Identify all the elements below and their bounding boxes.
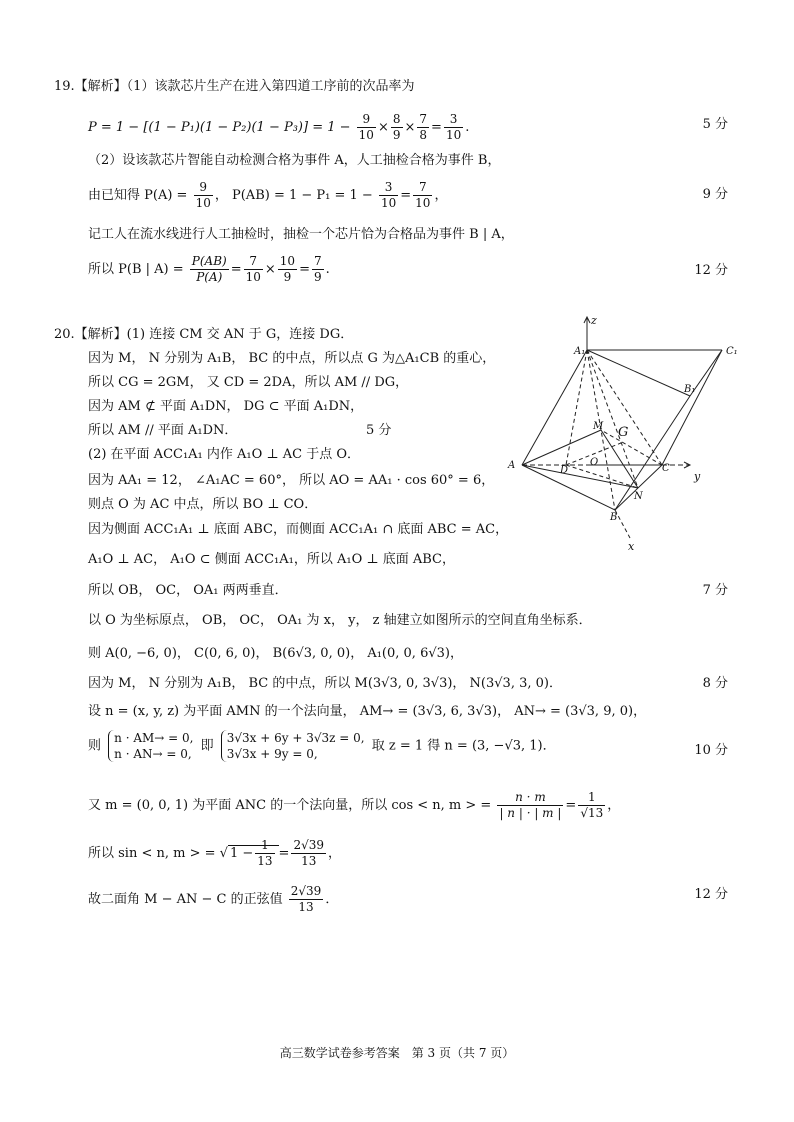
label-y: y [694,470,701,483]
q19-heading: 19.【解析】（1）该款芯片生产在进入第四道工序前的次品率为 [54,79,415,94]
label-D: D [560,465,569,476]
edge-AB [522,465,615,510]
q19-part2: （2）设该款芯片智能自动检测合格为事件 A，人工抽检合格为事件 B， [88,153,501,168]
q20-line-9: 因为侧面 ACC₁A₁ ⊥ 底面 ABC，而侧面 ACC₁A₁ ∩ 底面 ABC = AC， [88,522,509,537]
segment-A1D [566,350,587,465]
score-12: 12 分 [694,263,728,278]
q20-line-3: 所以 CG = 2GM， 又 CD = 2DA，所以 AM // DG， [88,375,409,390]
q20-final-answer: 故二面角 M − AN − C 的正弦值 $\frac{2√39}{13}$ ． [88,884,339,914]
q20-cos: 又 m = (0, 0, 1) 为平面 ANC 的一个法向量，所以 cos < n, m > = $\frac{n \cdot m}{| n | \cdot | m |}$ = $\frac{1}{√13}$ ， [88,790,621,820]
edge-CC1 [662,350,722,465]
q20-line-1: 20.【解析】(1) 连接 CM 交 AN 于 G，连接 DG． [54,327,354,342]
q20-line-7: 因为 AA₁ = 12， ∠A₁AC = 60°， 所以 AO = AA₁ · cos 60° = 6， [88,473,495,488]
edge-A1B1 [587,350,690,396]
label-B1: B₁ [684,384,696,395]
label-B: B [610,512,618,523]
q19-result: 所以 P(B | A) = $\frac{P(AB)}{P(A)}$ = $\frac{7}{10}$ × $\frac{10}{9}$ = $\frac{7}{9}$ . [88,254,330,284]
edge-BB1 [615,396,690,510]
prism-figure [500,310,740,555]
score-5: 5 分 [702,117,728,132]
score-7: 7 分 [702,583,728,598]
page-footer: 高三数学试卷参考答案 第 3 页（共 7 页） [279,1046,515,1060]
q20-line-12: 以 O 为坐标原点， OB， OC， OA₁ 为 x， y， z 轴建立如图所示的空间直角坐标系． [88,613,592,628]
label-N: N [634,491,643,502]
q20-line-2: 因为 M， N 分别为 A₁B， BC 的中点，所以点 G 为△A₁CB 的重心， [88,351,496,366]
label-M: M [593,421,604,432]
q20-line-14: 因为 M， N 分别为 A₁B， BC 的中点，所以 M(3√3, 0, 3√3)， N(3√3, 3, 0)． [88,676,562,691]
label-G: G [618,425,629,440]
q20-line-5: 所以 AM // 平面 A₁DN． [88,423,238,438]
label-C1: C₁ [726,346,738,357]
score-12b: 12 分 [694,887,728,902]
q19-known: 由已知得 P(A) = $\frac{9}{10}$ ， P(AB) = 1 − P₁ = 1 − $\frac{3}{10}$ = $\frac{7}{10}$ ， [88,180,448,210]
q20-line-15: 设 n = (x, y, z) 为平面 AMN 的一个法向量， AM→ = (3√3, 6, 3√3)， AN→ = (3√3, 9, 0)， [88,704,647,719]
q20-equation-system: 则 n · AM→ = 0, n · AN→ = 0, 即 3√3x + 6y + 3√3z = 0, 3√3x + 9y = 0, 取 z = 1 得 n = (3, −√3, 1)． [88,731,556,761]
segment-DN [566,465,638,488]
score-9: 9 分 [702,187,728,202]
edge-AA1 [522,350,587,465]
segment-AN [522,465,638,488]
q20-line-8: 则点 O 为 AC 中点，所以 BO ⊥ CO． [88,497,318,512]
q20-line-11: 所以 OB， OC， OA₁ 两两垂直． [88,583,288,598]
segment-CM [601,430,662,465]
score-8: 8 分 [702,676,728,691]
label-C: C [662,463,670,474]
label-z: z [591,314,597,327]
score-10: 10 分 [694,743,728,758]
edge-BC [615,465,662,510]
q19-probability-formula: P = 1 − [(1 − P₁)(1 − P₂)(1 − P₃)] = 1 − $\frac{9}{10}$ × $\frac{8}{9}$ × $\frac{7}{8}$ = $\frac{3}{10}$ . [88,112,470,142]
score-5b: 5 分 [366,423,392,438]
q20-line-6: (2) 在平面 ACC₁A₁ 内作 A₁O ⊥ AC 于点 O． [88,447,361,462]
q20-sin: 所以 sin < n, m > = √ 1 − $\frac{1}{13}$ = $\frac{2√39}{13}$ ， [88,838,342,868]
q19-conditional: 记工人在流水线进行人工抽检时，抽检一个芯片恰为合格品为事件 B | A， [88,227,514,242]
label-x: x [628,540,635,553]
q20-line-13: 则 A(0, −6, 0)， C(0, 6, 0)， B(6√3, 0, 0)， A₁(0, 0, 6√3)， [88,646,463,661]
label-A1: A₁ [574,346,586,357]
q20-line-4: 因为 AM ⊄ 平面 A₁DN， DG ⊂ 平面 A₁DN， [88,399,364,414]
label-O: O [590,457,599,468]
label-A: A [508,460,516,471]
q20-line-10: A₁O ⊥ AC， A₁O ⊂ 侧面 ACC₁A₁，所以 A₁O ⊥ 底面 ABC， [88,552,455,567]
